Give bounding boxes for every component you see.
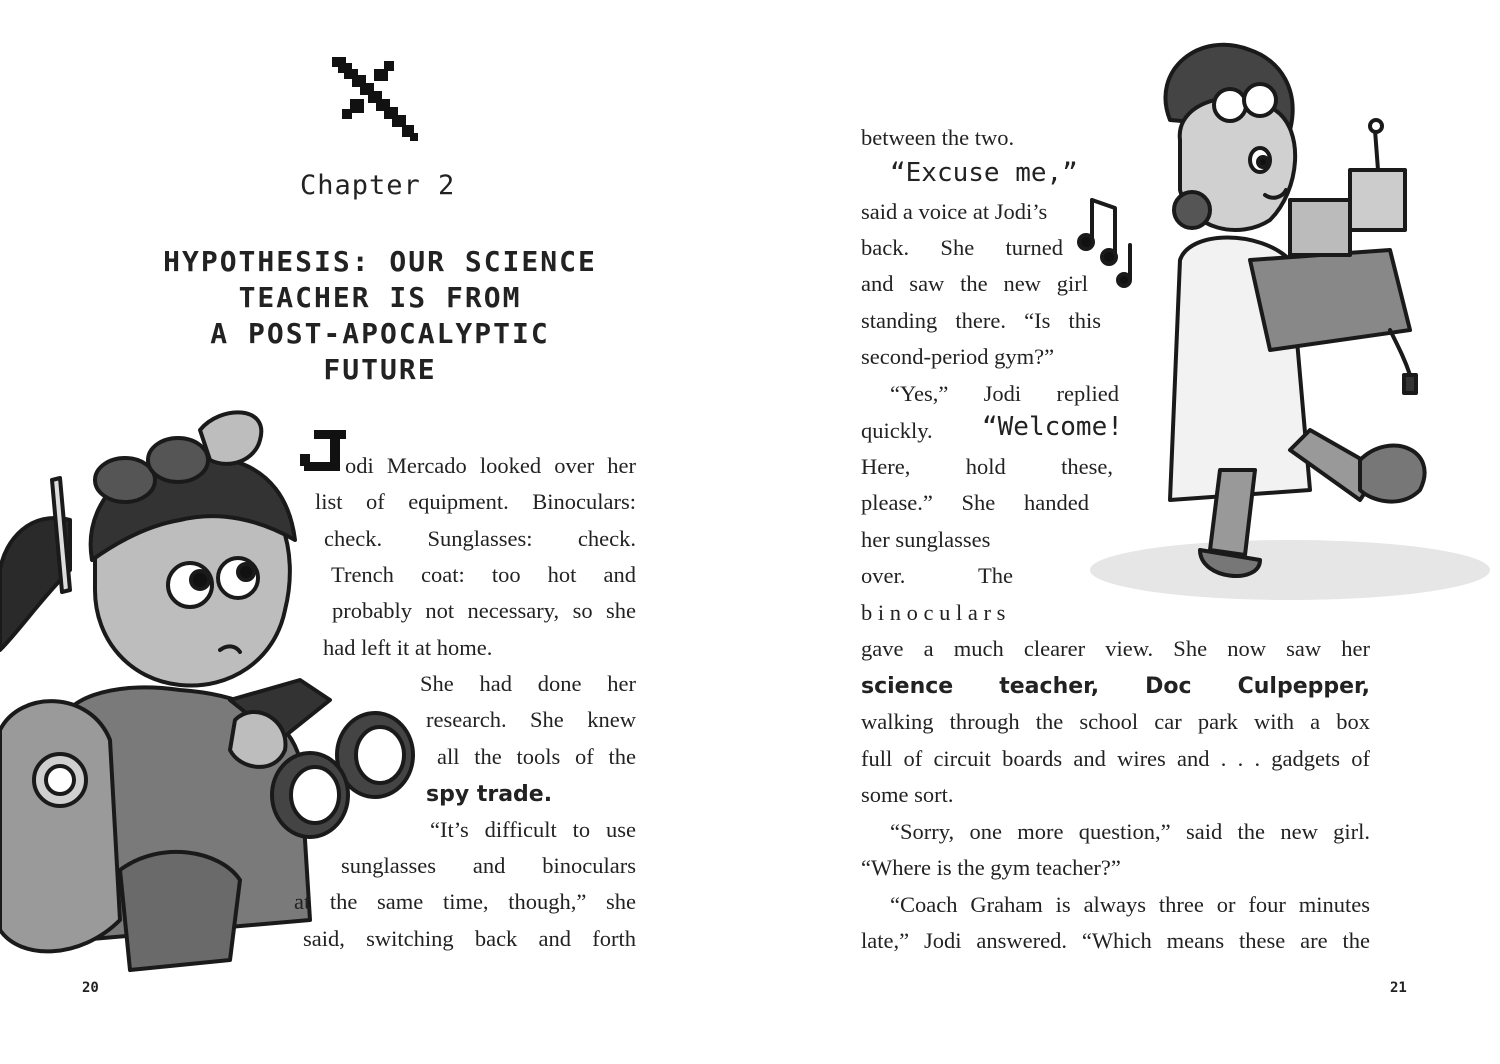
welcome-callout: “Welcome! (982, 412, 1123, 442)
body-text-line: “Coach Graham is always three or four minutes (890, 892, 1370, 917)
body-text-line: list of equipment. Binoculars: (315, 489, 636, 514)
body-text-line: all the tools of the (437, 744, 636, 769)
chapter-title-line: TEACHER IS FROM (238, 281, 522, 314)
body-text-line: over. The (861, 563, 1013, 588)
body-text-line: full of circuit boards and wires and . . . gadgets of (861, 746, 1370, 771)
body-text-line: had left it at home. (323, 635, 493, 660)
page-number-right: 21 (1390, 980, 1407, 996)
pixel-sword-icon (330, 55, 422, 143)
chapter-title-line: A POST-APOCALYPTIC (210, 317, 550, 350)
spy-trade-callout: spy trade. (426, 782, 553, 807)
body-text-line: at the same time, though,” she (294, 889, 636, 914)
body-text-line: “It’s difficult to use (430, 817, 636, 842)
body-text-line: said a voice at Jodi’s (861, 199, 1048, 224)
body-text-line: sunglasses and binoculars (341, 853, 636, 878)
body-text-line: Here, hold these, (861, 454, 1113, 479)
body-text-line: between the two. (861, 125, 1015, 150)
body-text-line: back. She turned (861, 235, 1063, 260)
right-page (750, 0, 1500, 1064)
body-text-line: standing there. “Is this (861, 308, 1101, 333)
body-text-line: probably not necessary, so she (332, 598, 636, 623)
body-text-line: She had done her (420, 671, 636, 696)
body-text-line: odi Mercado looked over her (345, 453, 636, 478)
body-text-line: her sunglasses (861, 527, 991, 552)
body-text-line: late,” Jodi answered. “Which means these are the (861, 928, 1370, 953)
body-text-line: some sort. (861, 782, 954, 807)
excuse-me-callout: “Excuse me,” (890, 158, 1078, 188)
body-text-line: b i n o c u l a r s (861, 600, 1006, 625)
chapter-title-line: FUTURE (323, 353, 437, 386)
science-teacher-callout: science teacher, Doc Culpepper, (861, 674, 1370, 699)
body-text-line: walking through the school car park with a box (861, 709, 1370, 734)
drop-cap (300, 430, 346, 472)
body-text-line: second-period gym?” (861, 344, 1055, 369)
body-text-line: “Sorry, one more question,” said the new girl. (890, 819, 1370, 844)
body-text-line: “Yes,” Jodi replied (890, 381, 1119, 406)
body-text-line: research. She knew (426, 707, 636, 732)
body-text-line: and saw the new girl (861, 271, 1088, 296)
body-text-line: quickly. (861, 418, 933, 443)
body-text-line: please.” She handed (861, 490, 1089, 515)
chapter-title (100, 244, 660, 388)
drop-cap-glyph (300, 430, 346, 472)
body-text-line: Trench coat: too hot and (331, 562, 636, 587)
page-number-left: 20 (82, 980, 99, 996)
body-text-line: check. Sunglasses: check. (324, 526, 636, 551)
body-text-line: said, switching back and forth (303, 926, 636, 951)
doc-culpepper-illustration (1060, 30, 1500, 610)
chapter-title-line: HYPOTHESIS: OUR SCIENCE (163, 245, 597, 278)
body-text-line: “Where is the gym teacher?” (861, 855, 1121, 880)
body-text-line: gave a much clearer view. She now saw her (861, 636, 1370, 661)
chapter-number: Chapter 2 (300, 170, 456, 201)
